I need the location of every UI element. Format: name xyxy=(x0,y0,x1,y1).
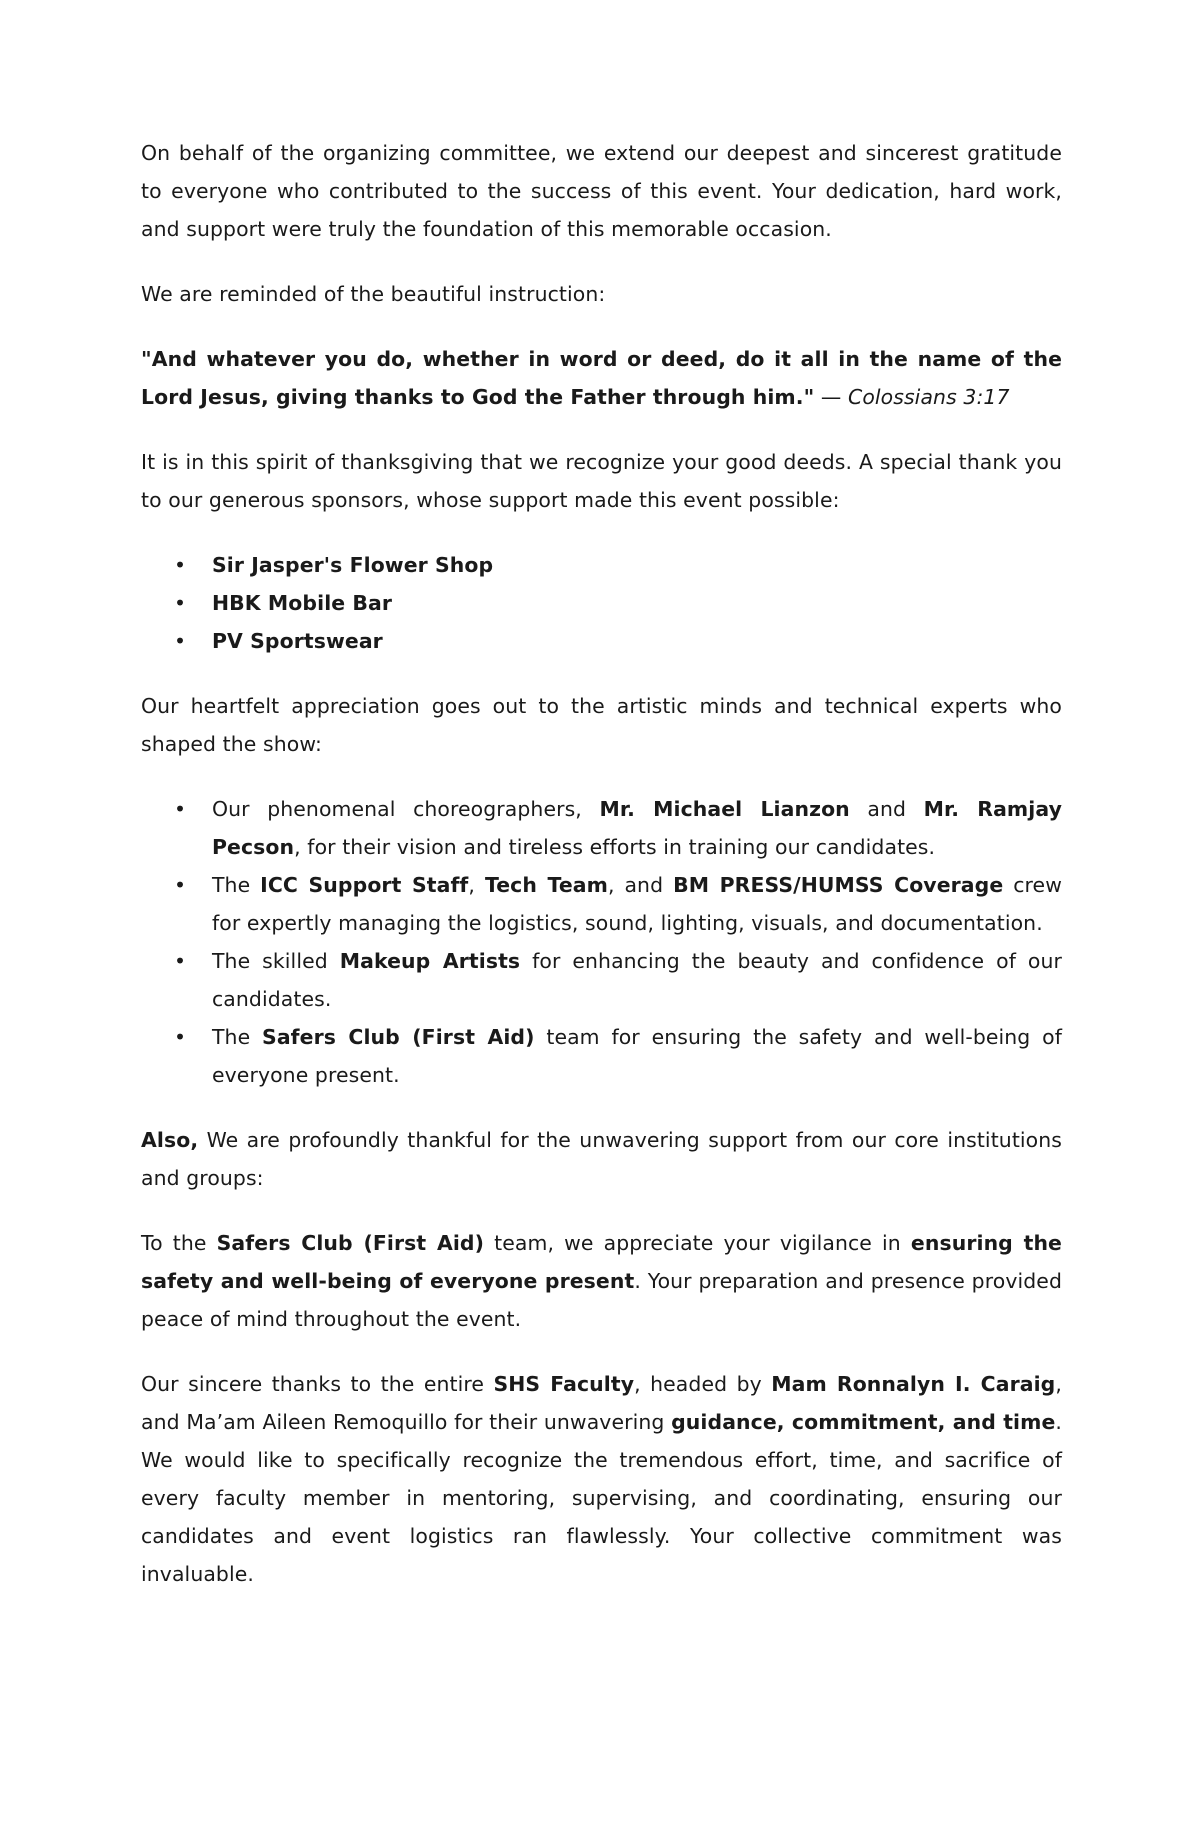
item-bold: Safers Club (First Aid) xyxy=(262,1025,535,1049)
item-text: for enhancing the beauty and confidence of our candidates. xyxy=(212,949,1062,1011)
verse-reference: Colossians 3:17 xyxy=(847,385,1010,409)
item-bold: BM PRESS/HUMSS Coverage xyxy=(673,873,1004,897)
safers-text: team, we appreciate your vigilance in xyxy=(484,1231,911,1255)
also-bold: Also, xyxy=(141,1128,199,1152)
list-item xyxy=(141,622,1062,660)
item-text: crew for expertly managing the logistics, sound, lighting, visuals, and documentation. xyxy=(212,873,1062,935)
item-text: The xyxy=(212,873,261,897)
item-bold: Makeup Artists xyxy=(339,949,521,973)
faculty-text: , headed by xyxy=(634,1372,772,1396)
also-text: We are profoundly thankful for the unwavering support from our core institutions and groups: xyxy=(141,1128,1062,1190)
document-body xyxy=(141,134,1062,1620)
list-item xyxy=(141,584,1062,622)
faculty-text: . We would like to specifically recognize the tremendous effort, time, and sacrifice of every faculty member in mentoring, supervising, and coordinating, ensuring our candidates and event logistics ran flawlessly. Your collective commitment was invaluable. xyxy=(141,1410,1063,1586)
faculty-paragraph xyxy=(141,1365,1062,1593)
list-item xyxy=(141,1018,1062,1094)
verse-paragraph xyxy=(141,340,1062,416)
sponsors-intro-paragraph: It is in this spirit of thanksgiving that we recognize your good deeds. A special thank you to our generous sponsors, whose support made this event possible: xyxy=(141,450,1062,512)
intro-paragraph: On behalf of the organizing committee, we extend our deepest and sincerest gratitude to everyone who contributed to the success of this event. Your dedication, hard work, and support were truly the foundation of this memorable occasion. xyxy=(141,141,1062,241)
item-bold: ICC Support Staff xyxy=(260,873,469,897)
faculty-text: Our sincere thanks to the entire xyxy=(141,1372,494,1396)
sponsor-name: Sir Jasper's Flower Shop xyxy=(212,553,494,577)
item-text: The skilled xyxy=(212,949,340,973)
sponsor-name: HBK Mobile Bar xyxy=(212,591,393,615)
bullet-icon: • xyxy=(174,553,187,577)
list-item xyxy=(141,942,1062,1018)
bullet-icon: • xyxy=(174,873,187,897)
bullet-icon: • xyxy=(174,1025,187,1049)
item-text: , xyxy=(468,873,485,897)
item-bold: Mr. Michael Lianzon xyxy=(599,797,850,821)
list-item xyxy=(141,546,1062,584)
faculty-bold: guidance, commitment, and time xyxy=(671,1410,1056,1434)
bullet-icon: • xyxy=(174,797,187,821)
safers-text: . Your preparation and presence provided peace of mind throughout the event. xyxy=(141,1269,1062,1331)
also-paragraph xyxy=(141,1121,1062,1197)
verse-quote: "And whatever you do, whether in word or deed, do it all in the name of the Lord Jesus, giving thanks to God the Father through him." xyxy=(141,347,1062,409)
item-text: and xyxy=(849,797,924,821)
sponsor-name: PV Sportswear xyxy=(212,629,383,653)
item-text: , and xyxy=(607,873,674,897)
bullet-icon: • xyxy=(174,591,187,615)
contributors-list xyxy=(141,790,1062,1094)
faculty-bold: SHS Faculty xyxy=(493,1372,635,1396)
appreciation-paragraph: Our heartfelt appreciation goes out to the artistic minds and technical experts who shaped the show: xyxy=(141,694,1062,756)
safers-paragraph xyxy=(141,1224,1062,1338)
bullet-icon: • xyxy=(174,949,187,973)
item-bold: Tech Team xyxy=(484,873,608,897)
faculty-text: , and Ma’am Aileen Remoquillo for their unwavering xyxy=(141,1372,1062,1434)
safers-bold: ensuring the safety and well-being of everyone present xyxy=(141,1231,1062,1293)
sponsors-list xyxy=(141,546,1062,660)
item-text: team for ensuring the safety and well-being of everyone present. xyxy=(212,1025,1062,1087)
item-text: The xyxy=(212,1025,263,1049)
list-item xyxy=(141,790,1062,866)
verse-dash: — xyxy=(814,385,848,409)
item-text: , for their vision and tireless efforts in training our candidates. xyxy=(294,835,936,859)
item-bold: Mr. Ramjay Pecson xyxy=(212,797,1062,859)
faculty-bold: Mam Ronnalyn I. Caraig xyxy=(771,1372,1056,1396)
list-item xyxy=(141,866,1062,942)
bullet-icon: • xyxy=(174,629,187,653)
item-text: Our phenomenal choreographers, xyxy=(212,797,600,821)
safers-text: To the xyxy=(141,1231,217,1255)
instruction-paragraph: We are reminded of the beautiful instruction: xyxy=(141,282,606,306)
safers-bold: Safers Club (First Aid) xyxy=(216,1231,485,1255)
